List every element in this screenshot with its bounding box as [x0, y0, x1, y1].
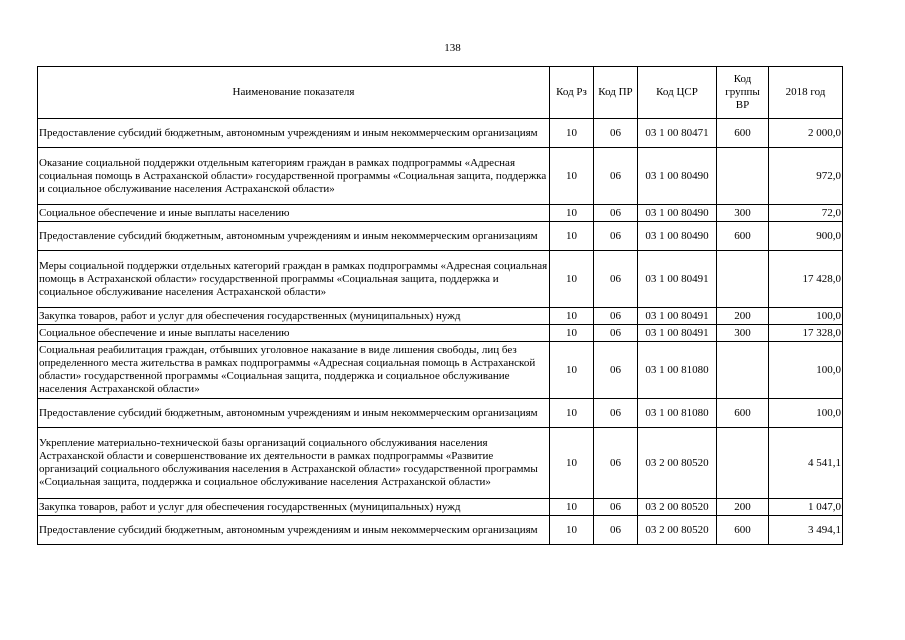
row-pr: 06 — [594, 251, 638, 308]
row-vr — [717, 148, 769, 205]
row-name: Социальное обеспечение и иные выплаты населению — [38, 205, 550, 222]
row-name: Предоставление субсидий бюджетным, автономным учреждениям и иным некоммерческим организациям — [38, 399, 550, 428]
table-row — [38, 325, 843, 342]
row-amount: 100,0 — [769, 342, 843, 399]
row-rz: 10 — [550, 308, 594, 325]
row-amount: 1 047,0 — [769, 499, 843, 516]
row-pr: 06 — [594, 205, 638, 222]
row-amount: 100,0 — [769, 399, 843, 428]
table-row — [38, 119, 843, 148]
row-pr: 06 — [594, 308, 638, 325]
table-row — [38, 516, 843, 545]
row-rz: 10 — [550, 428, 594, 499]
row-name: Предоставление субсидий бюджетным, автономным учреждениям и иным некоммерческим организациям — [38, 516, 550, 545]
row-vr — [717, 251, 769, 308]
table-row — [38, 222, 843, 251]
row-name: Оказание социальной поддержки отдельным категориям граждан в рамках подпрограммы «Адресная социальная помощь в Астраханской области» государственной программы «Социальная защита, поддержка и социальное обслуживание населения Астраханской области» — [38, 148, 550, 205]
table-row — [38, 205, 843, 222]
row-vr: 200 — [717, 499, 769, 516]
row-rz: 10 — [550, 516, 594, 545]
row-amount: 100,0 — [769, 308, 843, 325]
row-csr: 03 1 00 80471 — [638, 119, 717, 148]
row-vr: 600 — [717, 399, 769, 428]
row-csr: 03 1 00 80491 — [638, 251, 717, 308]
header-vr: Код группы ВР — [717, 67, 769, 119]
table-row — [38, 499, 843, 516]
row-amount: 3 494,1 — [769, 516, 843, 545]
row-csr: 03 1 00 80490 — [638, 205, 717, 222]
table-row — [38, 308, 843, 325]
row-name: Социальная реабилитация граждан, отбывших уголовное наказание в виде лишения свободы, лиц без определенного места жительства в рамках подпрограммы «Адресная социальная помощь в Астраханской области» государственной программы «Социальная защита, поддержка и социальное обслуживание населения Астраханской области» — [38, 342, 550, 399]
row-rz: 10 — [550, 251, 594, 308]
table-row — [38, 399, 843, 428]
row-amount: 4 541,1 — [769, 428, 843, 499]
header-pr: Код ПР — [594, 67, 638, 119]
row-pr: 06 — [594, 342, 638, 399]
page-number: 138 — [444, 42, 461, 54]
row-rz: 10 — [550, 342, 594, 399]
row-pr: 06 — [594, 325, 638, 342]
row-rz: 10 — [550, 325, 594, 342]
row-amount: 972,0 — [769, 148, 843, 205]
row-rz: 10 — [550, 399, 594, 428]
header-year: 2018 год — [769, 67, 843, 119]
row-csr: 03 1 00 80491 — [638, 325, 717, 342]
table-row — [38, 342, 843, 399]
row-csr: 03 1 00 80490 — [638, 148, 717, 205]
header-rz: Код Рз — [550, 67, 594, 119]
row-vr: 300 — [717, 205, 769, 222]
row-rz: 10 — [550, 222, 594, 251]
row-pr: 06 — [594, 428, 638, 499]
budget-table — [37, 66, 843, 545]
row-amount: 2 000,0 — [769, 119, 843, 148]
row-amount: 900,0 — [769, 222, 843, 251]
row-name: Меры социальной поддержки отдельных категорий граждан в рамках подпрограммы «Адресная социальная помощь в Астраханской области» государственной программы «Социальная защита, поддержка и социальное обслуживание населения Астраханской области» — [38, 251, 550, 308]
header-csr: Код ЦСР — [638, 67, 717, 119]
row-name: Укрепление материально-технической базы организаций социального обслуживания населения Астраханской области и совершенствование их деятельности в рамках подпрограммы «Развитие организаций социального обслуживания населения в Астраханской области» государственной программы «Социальная защита, поддержка и социальное обслуживание населения Астраханской области» — [38, 428, 550, 499]
row-amount: 17 428,0 — [769, 251, 843, 308]
row-rz: 10 — [550, 119, 594, 148]
row-pr: 06 — [594, 148, 638, 205]
header-name: Наименование показателя — [38, 67, 550, 119]
row-pr: 06 — [594, 119, 638, 148]
row-vr: 300 — [717, 325, 769, 342]
table-row — [38, 148, 843, 205]
row-csr: 03 2 00 80520 — [638, 428, 717, 499]
row-vr: 600 — [717, 516, 769, 545]
row-name: Закупка товаров, работ и услуг для обеспечения государственных (муниципальных) нужд — [38, 308, 550, 325]
row-pr: 06 — [594, 499, 638, 516]
table-header-row — [38, 67, 843, 119]
row-vr: 600 — [717, 119, 769, 148]
row-csr: 03 1 00 81080 — [638, 399, 717, 428]
row-name: Закупка товаров, работ и услуг для обеспечения государственных (муниципальных) нужд — [38, 499, 550, 516]
row-name: Предоставление субсидий бюджетным, автономным учреждениям и иным некоммерческим организациям — [38, 119, 550, 148]
row-amount: 17 328,0 — [769, 325, 843, 342]
row-pr: 06 — [594, 399, 638, 428]
row-name: Социальное обеспечение и иные выплаты населению — [38, 325, 550, 342]
row-csr: 03 1 00 81080 — [638, 342, 717, 399]
row-vr — [717, 428, 769, 499]
row-name: Предоставление субсидий бюджетным, автономным учреждениям и иным некоммерческим организациям — [38, 222, 550, 251]
row-vr: 600 — [717, 222, 769, 251]
table-row — [38, 251, 843, 308]
row-rz: 10 — [550, 499, 594, 516]
row-csr: 03 1 00 80491 — [638, 308, 717, 325]
row-amount: 72,0 — [769, 205, 843, 222]
row-vr — [717, 342, 769, 399]
table-row — [38, 428, 843, 499]
row-csr: 03 2 00 80520 — [638, 499, 717, 516]
row-csr: 03 2 00 80520 — [638, 516, 717, 545]
row-rz: 10 — [550, 205, 594, 222]
row-csr: 03 1 00 80490 — [638, 222, 717, 251]
row-vr: 200 — [717, 308, 769, 325]
row-rz: 10 — [550, 148, 594, 205]
row-pr: 06 — [594, 222, 638, 251]
row-pr: 06 — [594, 516, 638, 545]
